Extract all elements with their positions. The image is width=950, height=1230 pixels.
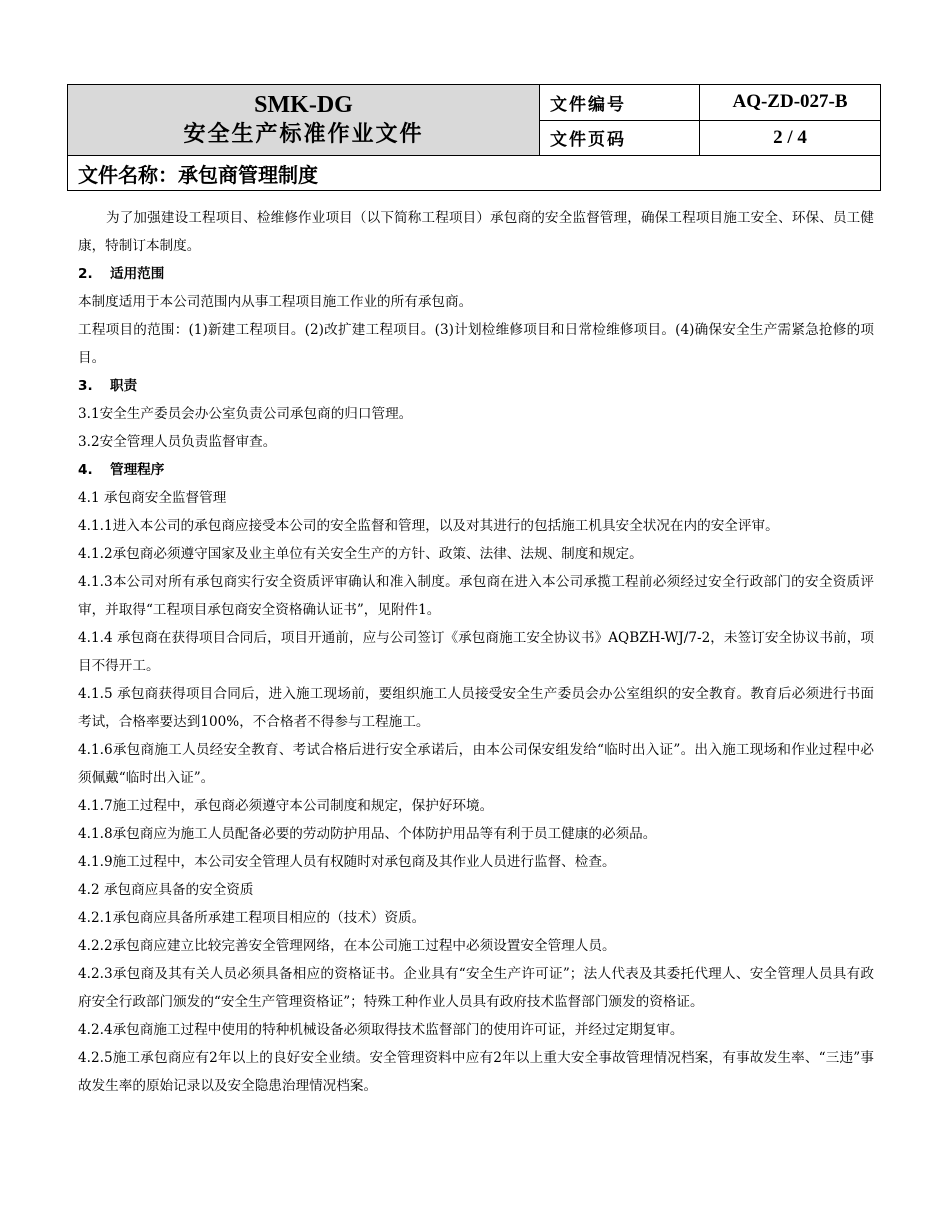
section-heading [78,260,874,288]
intro-paragraph: 为了加强建设工程项目、检维修作业项目（以下简称工程项目）承包商的安全监督管理，确保工程项目施工安全、环保、员工健康，特制订本制度。 [78,210,874,254]
paragraph: 4.2.3承包商及其有关人员必须具备相应的资格证书。企业具有“安全生产许可证”；法人代表及其委托代理人、安全管理人员具有政府安全行政部门颁发的“安全生产管理资格证”；特殊工种作业人员具有政府技术监督部门颁发的资格证。 [78,966,874,1010]
section-title: 管理程序 [110,462,165,478]
paragraph: 4.2.5施工承包商应有2年以上的良好安全业绩。安全管理资料中应有2年以上重大安全事故管理情况档案，有事故发生率、“三违”事故发生率的原始记录以及安全隐患治理情况档案。 [78,1050,874,1094]
doc-number-value: AQ-ZD-027-B [700,85,881,121]
file-name: 文件名称：承包商管理制度 [68,156,881,191]
paragraph: 4.1.8承包商应为施工人员配备必要的劳动防护用品、个体防护用品等有利于员工健康的必须品。 [78,826,657,842]
paragraph: 4.2.1承包商应具备所承建工程项目相应的（技术）资质。 [78,910,426,926]
header-title-cell [68,85,540,156]
document-type: 安全生产标准作业文件 [183,122,424,147]
paragraph: 4.1.5 承包商获得项目合同后，进入施工现场前，要组织施工人员接受安全生产委员会办公室组织的安全教育。教育后必须进行书面考试，合格率要达到100%，不合格者不得参与工程施工。 [78,686,874,730]
page-number-label: 文件页码 [540,120,700,156]
page-number-value: 2 / 4 [700,120,881,156]
paragraph: 4.1.7施工过程中，承包商必须遵守本公司制度和规定，保护好环境。 [78,798,494,814]
paragraph: 4.2.4承包商施工过程中使用的特种机械设备必须取得技术监督部门的使用许可证，并经过定期复审。 [78,1022,684,1038]
section-number: 3. [78,378,93,394]
paragraph: 4.1.4 承包商在获得项目合同后，项目开通前，应与公司签订《承包商施工安全协议书》AQBZH-WJ/7-2，未签订安全协议书前，项目不得开工。 [78,630,874,674]
section-number: 4. [78,462,93,478]
section-title: 职责 [110,378,138,394]
document-body [78,204,874,1100]
doc-number-label: 文件编号 [540,85,700,121]
section-title: 适用范围 [110,266,165,282]
paragraph: 4.1.9施工过程中，本公司安全管理人员有权随时对承包商及其作业人员进行监督、检查。 [78,854,616,870]
paragraph: 3.1安全生产委员会办公室负责公司承包商的归口管理。 [78,406,413,422]
paragraph: 工程项目的范围：(1)新建工程项目。(2)改扩建工程项目。(3)计划检维修项目和日常检维修项目。(4)确保安全生产需紧急抢修的项目。 [78,322,874,366]
header-table [67,84,881,191]
paragraph: 4.1.2承包商必须遵守国家及业主单位有关安全生产的方针、政策、法律、法规、制度和规定。 [78,546,643,562]
paragraph: 3.2安全管理人员负责监督审查。 [78,434,277,450]
paragraph: 4.1.1进入本公司的承包商应接受本公司的安全监督和管理，以及对其进行的包括施工机具安全状况在内的安全评审。 [78,518,779,534]
paragraph: 本制度适用于本公司范围内从事工程项目施工作业的所有承包商。 [78,294,473,310]
paragraph: 4.2.2承包商应建立比较完善安全管理网络，在本公司施工过程中必须设置安全管理人员。 [78,938,616,954]
subsection-heading: 4.2 承包商应具备的安全资质 [78,882,254,898]
subsection-heading: 4.1 承包商安全监督管理 [78,490,227,506]
paragraph: 4.1.6承包商施工人员经安全教育、考试合格后进行安全承诺后，由本公司保安组发给“临时出入证”。出入施工现场和作业过程中必须佩戴“临时出入证”。 [78,742,874,786]
section-heading [78,456,874,484]
paragraph: 4.1.3本公司对所有承包商实行安全资质评审确认和准入制度。承包商在进入本公司承揽工程前必须经过安全行政部门的安全资质评审，并取得“工程项目承包商安全资格确认证书”，见附件1。 [78,574,874,618]
section-number: 2. [78,266,93,282]
org-code: SMK-DG [254,92,353,118]
section-heading [78,372,874,400]
